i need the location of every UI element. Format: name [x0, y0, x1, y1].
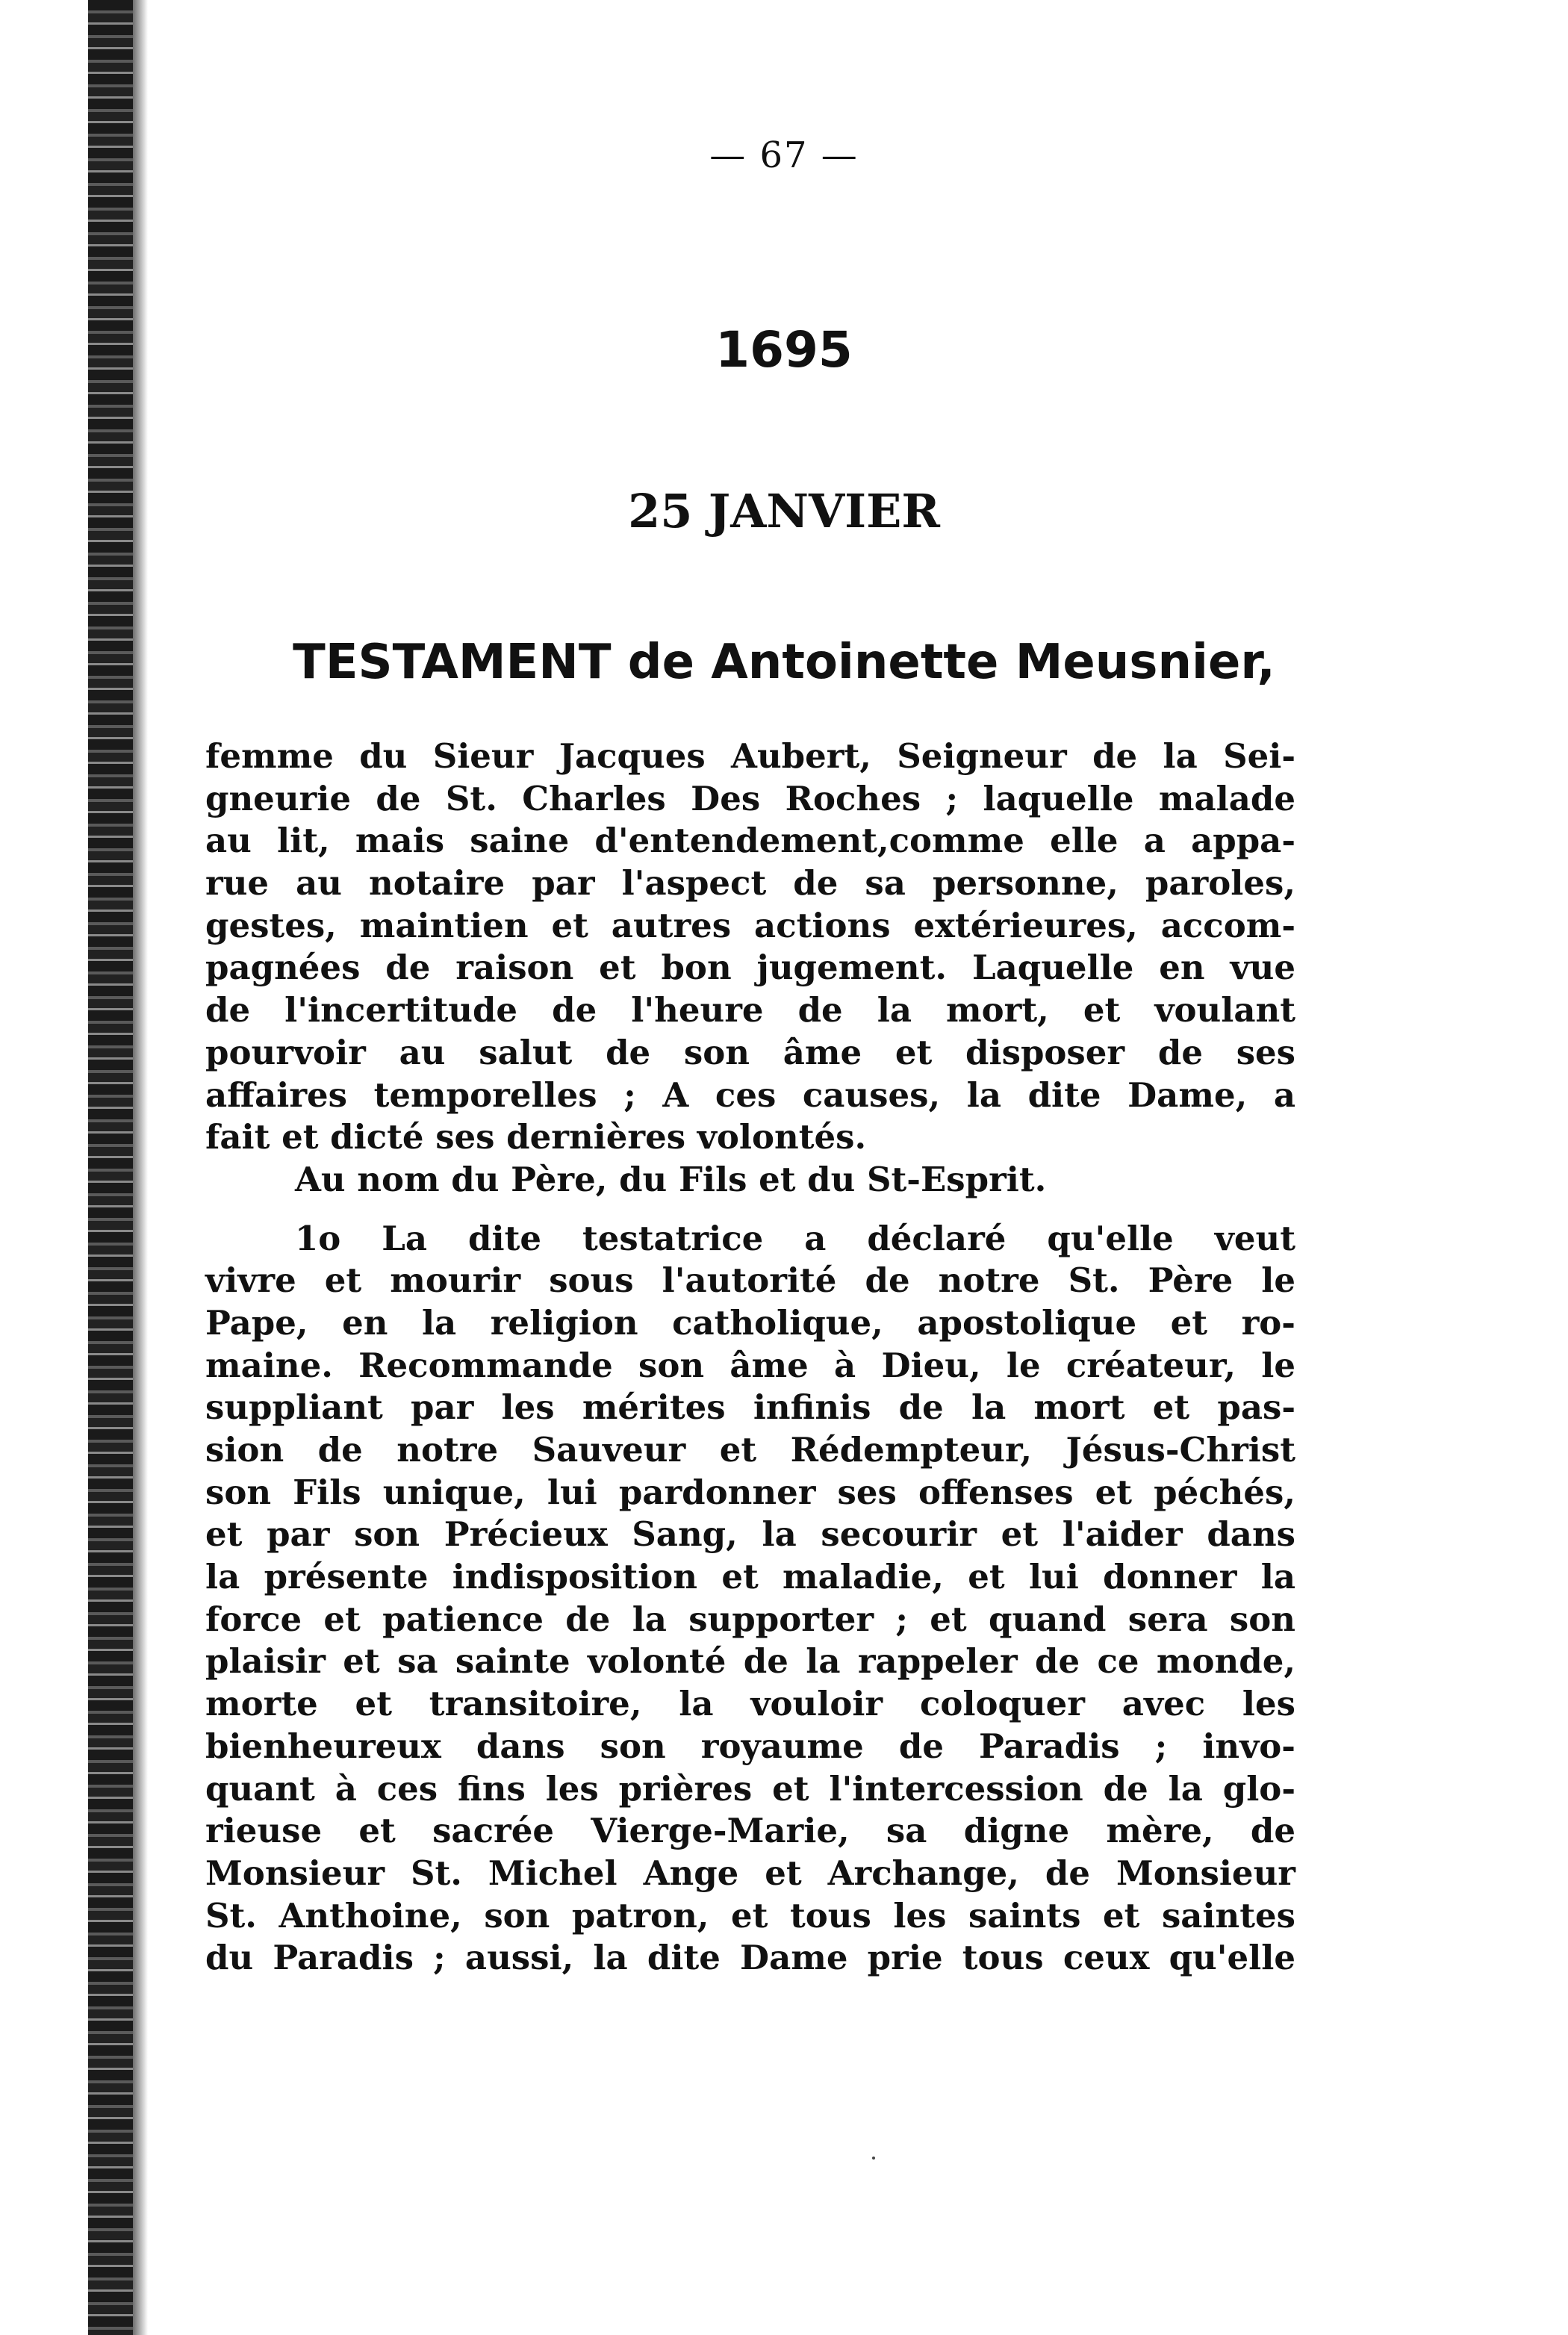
text-line: la présente indisposition et maladie, et lui donner la — [205, 1557, 1295, 1597]
text-line: quant à ces fins les prières et l'intercession de la glo- — [205, 1768, 1295, 1809]
text-line: rue au notaire par l'aspect de sa personne, paroles, — [205, 863, 1295, 904]
text-line: de l'incertitude de l'heure de la mort, et voulant — [205, 990, 1295, 1030]
ink-speck — [872, 2157, 875, 2160]
text-line: force et patience de la supporter ; et quand sera son — [205, 1599, 1295, 1639]
text-line: vivre et mourir sous l'autorité de notre St. Père le — [205, 1260, 1295, 1301]
text-line: du Paradis ; aussi, la dite Dame prie tous ceux qu'elle — [205, 1938, 1295, 1978]
paragraph-gap — [205, 1201, 1295, 1218]
page-number: — 67 — — [709, 134, 859, 176]
text-line: sion de notre Sauveur et Rédempteur, Jésus-Christ — [205, 1430, 1295, 1470]
text-line: pourvoir au salut de son âme et disposer de ses — [205, 1032, 1295, 1072]
text-line: et par son Précieux Sang, la secourir et l'aider dans — [205, 1514, 1295, 1555]
text-line: plaisir et sa sainte volonté de la rappeler de ce monde, — [205, 1641, 1295, 1682]
text-line: affaires temporelles ; A ces causes, la dite Dame, a — [205, 1075, 1295, 1115]
text-line: Monsieur St. Michel Ange et Archange, de Monsieur — [205, 1853, 1295, 1893]
text-line: suppliant par les mérites infinis de la mort et pas- — [205, 1387, 1295, 1428]
text-line: 1o La dite testatrice a déclaré qu'elle veut — [295, 1218, 1295, 1258]
invocation-line: Au nom du Père, du Fils et du St-Esprit. — [295, 1159, 1047, 1199]
text-line: maine. Recommande son âme à Dieu, le créateur, le — [205, 1345, 1295, 1385]
text-line: au lit, mais saine d'entendement,comme elle a appa- — [205, 821, 1295, 861]
text-line: son Fils unique, lui pardonner ses offenses et péchés, — [205, 1472, 1295, 1512]
text-line: gneurie de St. Charles Des Roches ; laquelle malade — [205, 778, 1295, 818]
text-line: Pape, en la religion catholique, apostolique et ro- — [205, 1302, 1295, 1343]
text-line: femme du Sieur Jacques Aubert, Seigneur de la Sei- — [205, 736, 1295, 776]
document-heading: TESTAMENT de Antoinette Meusnier, — [293, 635, 1275, 690]
document-date: 25 JANVIER — [628, 484, 940, 538]
document-year: 1695 — [715, 321, 853, 379]
text-line: morte et transitoire, la vouloir coloquer avec les — [205, 1684, 1295, 1724]
document-body — [205, 736, 1295, 1980]
text-line: gestes, maintien et autres actions extérieures, accom- — [205, 905, 1295, 945]
text-line: fait et dicté ses dernières volontés. — [205, 1117, 867, 1157]
text-line: bienheureux dans son royaume de Paradis ; invo- — [205, 1726, 1295, 1766]
text-line: St. Anthoine, son patron, et tous les saints et saintes — [205, 1895, 1295, 1936]
text-line: pagnées de raison et bon jugement. Laquelle en vue — [205, 948, 1295, 988]
text-line: rieuse et sacrée Vierge-Marie, sa digne mère, de — [205, 1811, 1295, 1851]
